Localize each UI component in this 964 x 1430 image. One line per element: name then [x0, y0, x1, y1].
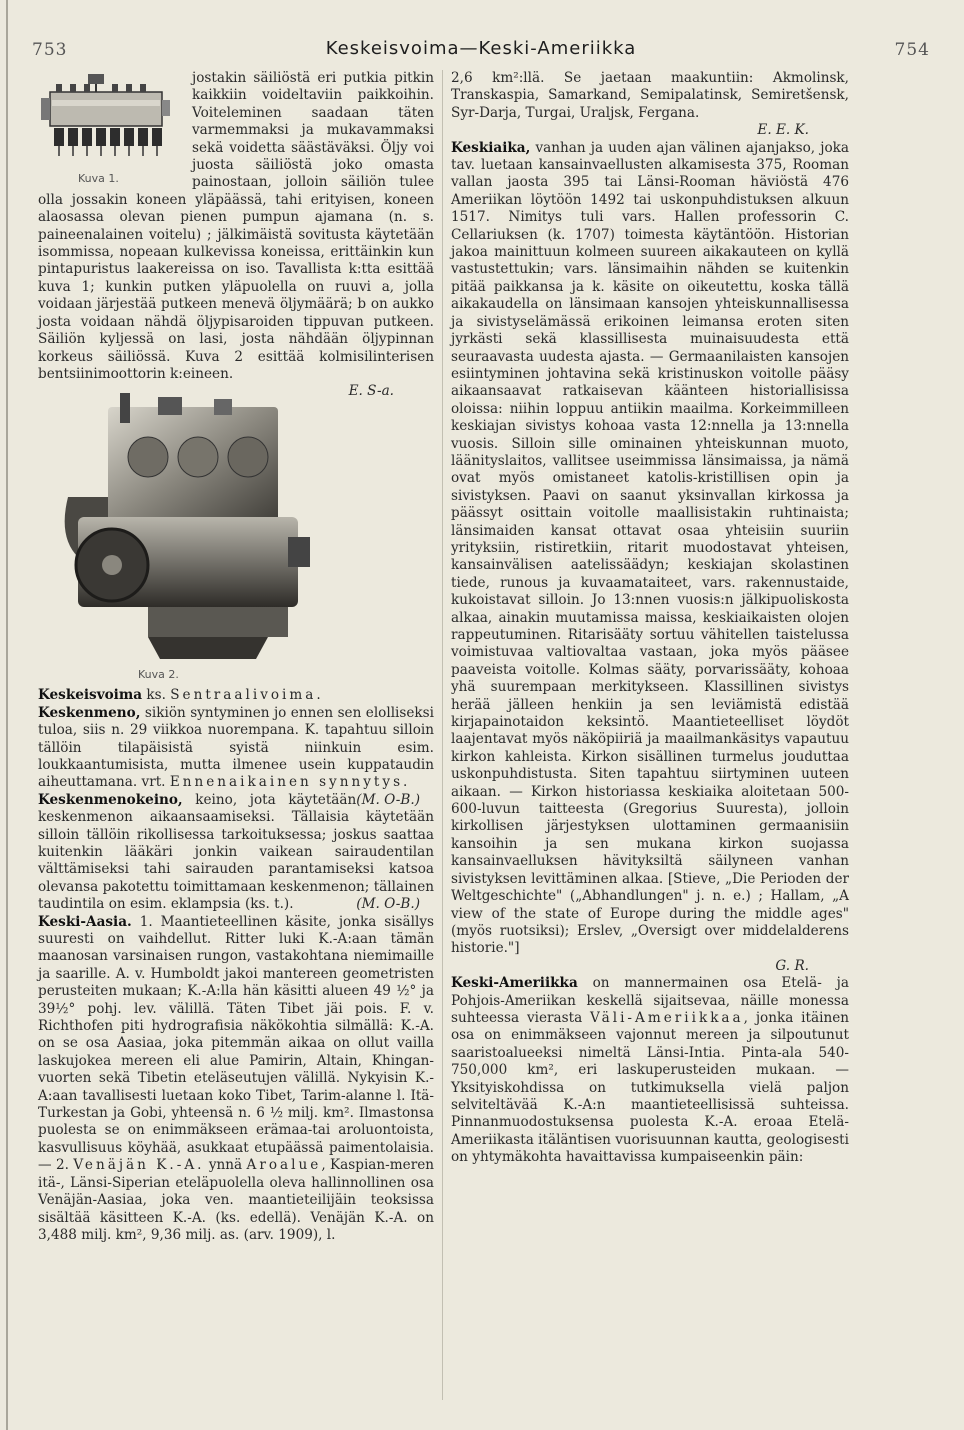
oil-lubricator-illustration: [38, 70, 178, 168]
figure-1-caption: Kuva 1.: [78, 172, 119, 185]
entry-text: on mannermainen osa Etelä- ja Pohjois-Ameriikan keskellä sijaitsevaa, näille monessa suhteessa vierasta: [451, 975, 849, 1026]
page-number-left: 753: [32, 40, 68, 60]
entry-text: .: [403, 774, 408, 791]
entry-text: keino, jota käytetään keskenmenon aikaansaamiseksi. Tällaisia käytetään silloin tällöin rikollisessa tarkoituksessa; joskus saattaa kuitenkin lääkäri jonkin vaikean sairaudentilan välttämiseksi tahi sairauden parantamiseksi katsoa olevansa pakotettu toimittamaan keskenmenon; tällainen taudintila on esim. eklampsia (ks. t.).: [38, 791, 434, 913]
right-column: [451, 70, 849, 1167]
entry-text: , Kaspian-meren itä-, Länsi-Siperian eteläpuolella oleva hallinnollinen osa Venäjän-Aasiaa, joka ven. maantieteilijäin teoksissa sisältää käsitteen K.-A. (ks. edellä). Venäjän K.-A. on 3,488 milj. km², 9,36 milj. as. (arv. 1909), l.: [38, 1157, 434, 1243]
entry-term: Keski-Ameriikka: [451, 975, 578, 992]
running-title: Keskeisvoima—Keski-Ameriikka: [325, 38, 637, 59]
column-divider: [442, 70, 443, 1400]
signature: E. S-a.: [348, 383, 394, 400]
page-header: [32, 38, 930, 68]
figure-oil-lubricator: [38, 70, 184, 185]
entry-term: Keski-Aasia.: [38, 913, 132, 930]
page-edge: [6, 0, 8, 1430]
entry-term: Keskeisvoima: [38, 687, 143, 704]
engine-illustration: [38, 387, 318, 667]
left-column: [38, 70, 434, 1244]
entry-term: Keskenmeno,: [38, 704, 141, 721]
entry-keskiaika: [451, 140, 849, 958]
entry-text: .: [316, 687, 321, 704]
signature: (M. O-B.): [356, 791, 420, 808]
entry-text: sikiön syntyminen jo ennen sen elolliseksi tuloa, siis n. 29 viikkoa nuorempana. K. tapahtuu silloin tällöin tilapäisistä syistä niinkuin esim. loukkaantumisista, mutta ilmenee usein kuppataudin aiheuttamana. vrt.: [38, 704, 434, 791]
entry-text: ynnä: [204, 1157, 247, 1174]
page-number-right: 754: [894, 40, 930, 60]
entry-term: Keskenmenokeino,: [38, 791, 183, 808]
entry-text: ks.: [142, 687, 171, 704]
figure-engine: [38, 387, 322, 685]
entry-text: 1. Maantieteellinen käsite, jonka sisällys suuresti on vaihdellut. Ritter luki K.-A:aan tämän maanosan varsinaisen rungon, vastakohtana niemimaille ja saarille. A. v. Humboldt jakoi mantereen geometristen perusteiten mukaan; K.-A:lla hän käsitti alueen 49 ½° ja 39½° pohj. lev. välillä. Täten Tibet jäi pois. F. v. Richthofen piti hydrografisia näkökohtia silmällä: K.-A. on se osa Aasiaa, joka pitemmän aikaa on ollut vailla laskujokea mereen eli alue Pamirin, Altain, Khingan-vuorten sekä Tibetin eteläseutujen välillä. Nykyisin K.-A:aan tavallisesti luetaan koko Tibet, Tarim-alanne l. Itä-Turkestan ja Gobi, yhteensä n. 6 ½ milj. km². Ilmastonsa puolesta se on enimmäkseen erämaa-tai aroluontoista, kasvullisuus köyhää, asukkaat etupäässä paimentolaisia. — 2.: [38, 913, 434, 1174]
signature: (M. O-B.): [356, 896, 420, 913]
entry-text: , jonka itäinen osa on enimmäkseen vajonnut mereen ja silpoutunut saaristoalueeksi nimeltä Länsi-Intia. Pinta-ala 540-750,000 km², eri laskuperusteiden mukaan. — Yksityiskohdissa on tutkimuksella vielä paljon selviteltävää K.-A:n maantieteellisissä suhteissa. Pinnanmuodostuksensa puolesta K.-A. eroaa Etelä-Ameriikasta itäläntisen vuorisuunnan kautta, geologisesti on yhtymäkohta havaittavissa kumpaiseenkin päin:: [451, 1009, 849, 1166]
entry-text: vanhan ja uuden ajan välinen ajanjakso, joka tav. luetaan kansainvaellusten alkamisesta 375, Rooman vallan jaosta 395 tai Länsi-Rooman häviöstä 476 Ameriikan löytöön 1492 tai uskonpuhdistuksen alkuun 1517. Nimitys tuli vars. Hallen professorin C. Cellariuksen (k. 1707) toimesta käytäntöön. Historian jakoa mainittuun kolmeen suureen aikakauteen on kyllä vastustettukin; vars. länsimaihin nähden se kuitenkin pitää paikkansa ja k. käsite on oikeutettu, koska tällä aikakaudella on länsimaan kansojen yhteiskunnallisessa ja sivistyselämässä erikoinen leimansa eroten siten jyrkästi sekä klassillisesta muinaisuudesta että seuraavasta uudesta ajasta. — Germaanilaisten kansojen esiintyminen johtavina sekä kristinuskon voitolle pääsy aikaansaavat ratkaisevan käänteen historiallisissa oloissa: niihin loppuu antiikin maailma. Korkeimmilleen keskiajan sivistys kohoaa vasta 12:nnella ja 13:nnella vuosis. Silloin sille ominainen yhteiskunnan muoto, läänityslaitos, vallitsee useimmissa länsimaissa, ja nämä ovat myös omistaneet katolis-kristillisen opin ja sivistyksen. Paavi on saanut yksinvallan kirkossa ja päässyt osittain voitolle maallisistakin ruhtinaista; länsimaiden kansat ottavat osaa yhteisiin suuriin yrityksiin, ristiretkiin, ritarit muodostavat yhteisen, kansainvälisen aatelissäädyn; keskiajan skolastinen tiede, runous ja kuvaamataiteet, vars. rakennustaide, kukoistavat silloin. Jo 13:nnen vuosis:n jälkipuoliskosta alkaa, ainakin muutamissa maissa, keskiaikaisten olojen rappeutuminen. Ritarisääty sortuu vähitellen taistelussa voimistuvaa valtiovaltaa vastaan, joka myös pääsee paaveista voitolle. Kolmas sääty, porvarissääty, kohoaa yhä suurempaan merkitykseen. Klassillinen sivistys herää jälleen henkiin ja sen leviämistä edistää kirjapainotaidon keksintö. Maantieteelliset löydöt laajentavat myös näköpiiriä ja maailmankäsitys vapautuu kirkon kahleista. Kirkon sisällinen turmelus jouduttaa uskonpuhdistusta. Siten tapahtuu siirtyminen uuteen aikaan. — Kirkon historiassa keskiaika aloitetaan 500-600-luvun taitteesta (Gregorius Suuresta), jolloin kirkollisen järjestyksen ulottaminen germaanisiin kansoihin ja sen mukana kirkon suojassa kansainvaelluksen hävityksiltä säilyneen vanhan sivistyksen levittäminen alkaa. [Stieve, „Die Perioden der Weltgeschichte" („Abhandlungen" j. n. e.) ; Hallam, „A view of the state of Europe during the middle ages" (myös ruotsiksi); Erslev, „Oversigt over middelalderens historie."]: [451, 139, 849, 957]
entry-keski-aasia: [38, 914, 434, 1245]
entry-keski-ameriikka: [451, 975, 849, 1166]
cross-reference: Venäjän K.-A.: [73, 1157, 205, 1174]
cross-reference: Sentraalivoima: [170, 687, 317, 704]
entry-continuation: [451, 70, 849, 122]
entry-keskenmenokeino: [38, 792, 434, 914]
entry-term: Keskiaika,: [451, 139, 531, 156]
figure-2-caption: Kuva 2.: [138, 667, 179, 681]
signature: G. R.: [775, 957, 809, 974]
cross-reference: Ennenaikainen synnytys: [169, 774, 404, 791]
entry-text: 2,6 km²:llä. Se jaetaan maakuntiin: Akmolinsk, Transkaspia, Samarkand, Semipalatinsk, Semiretšensk, Syr-Darja, Turgai, Uraljsk, Fergana.: [451, 70, 849, 121]
signature: E. E. K.: [757, 122, 809, 139]
cross-reference: Aroalue: [246, 1157, 322, 1174]
cross-reference: Väli-Ameriikkaa: [590, 1009, 744, 1026]
paragraph-text: jostakin säiliöstä eri putkia pitkin kaikkiin voideltaviin paikkoihin. Voiteleminen saadaan täten varmemmaksi ja mukavammaksi sekä voidetta säästäväksi. Öljy voi juosta säiliöstä joko omasta painostaan, jolloin säiliön tulee olla jossakin koneen yläpäässä, tahi erityisen, koneen alaosassa olevan pienen pumpun ajamana (n. s. paineenalainen voitelu) ; jälkimäistä sovitusta käytetään isommissa, nopeaan kulkevissa koneissa, erittäinkin kun pintapuristus laakereissa on iso. Tavallista k:tta esittää kuva 1; kunkin putken yläpuolella on ruuvi a, jolla voidaan järjestää putkeen menevä öljymäärä; b on aukko josta voidaan nähdä öljypisaroiden tippuvan putkeen. Säiliön kyljessä on lasi, josta nähdään öljypinnan korkeus säiliössä. Kuva 2 esittää kolmisilinterisen bentsiinimoottorin k:eineen.: [38, 70, 434, 382]
